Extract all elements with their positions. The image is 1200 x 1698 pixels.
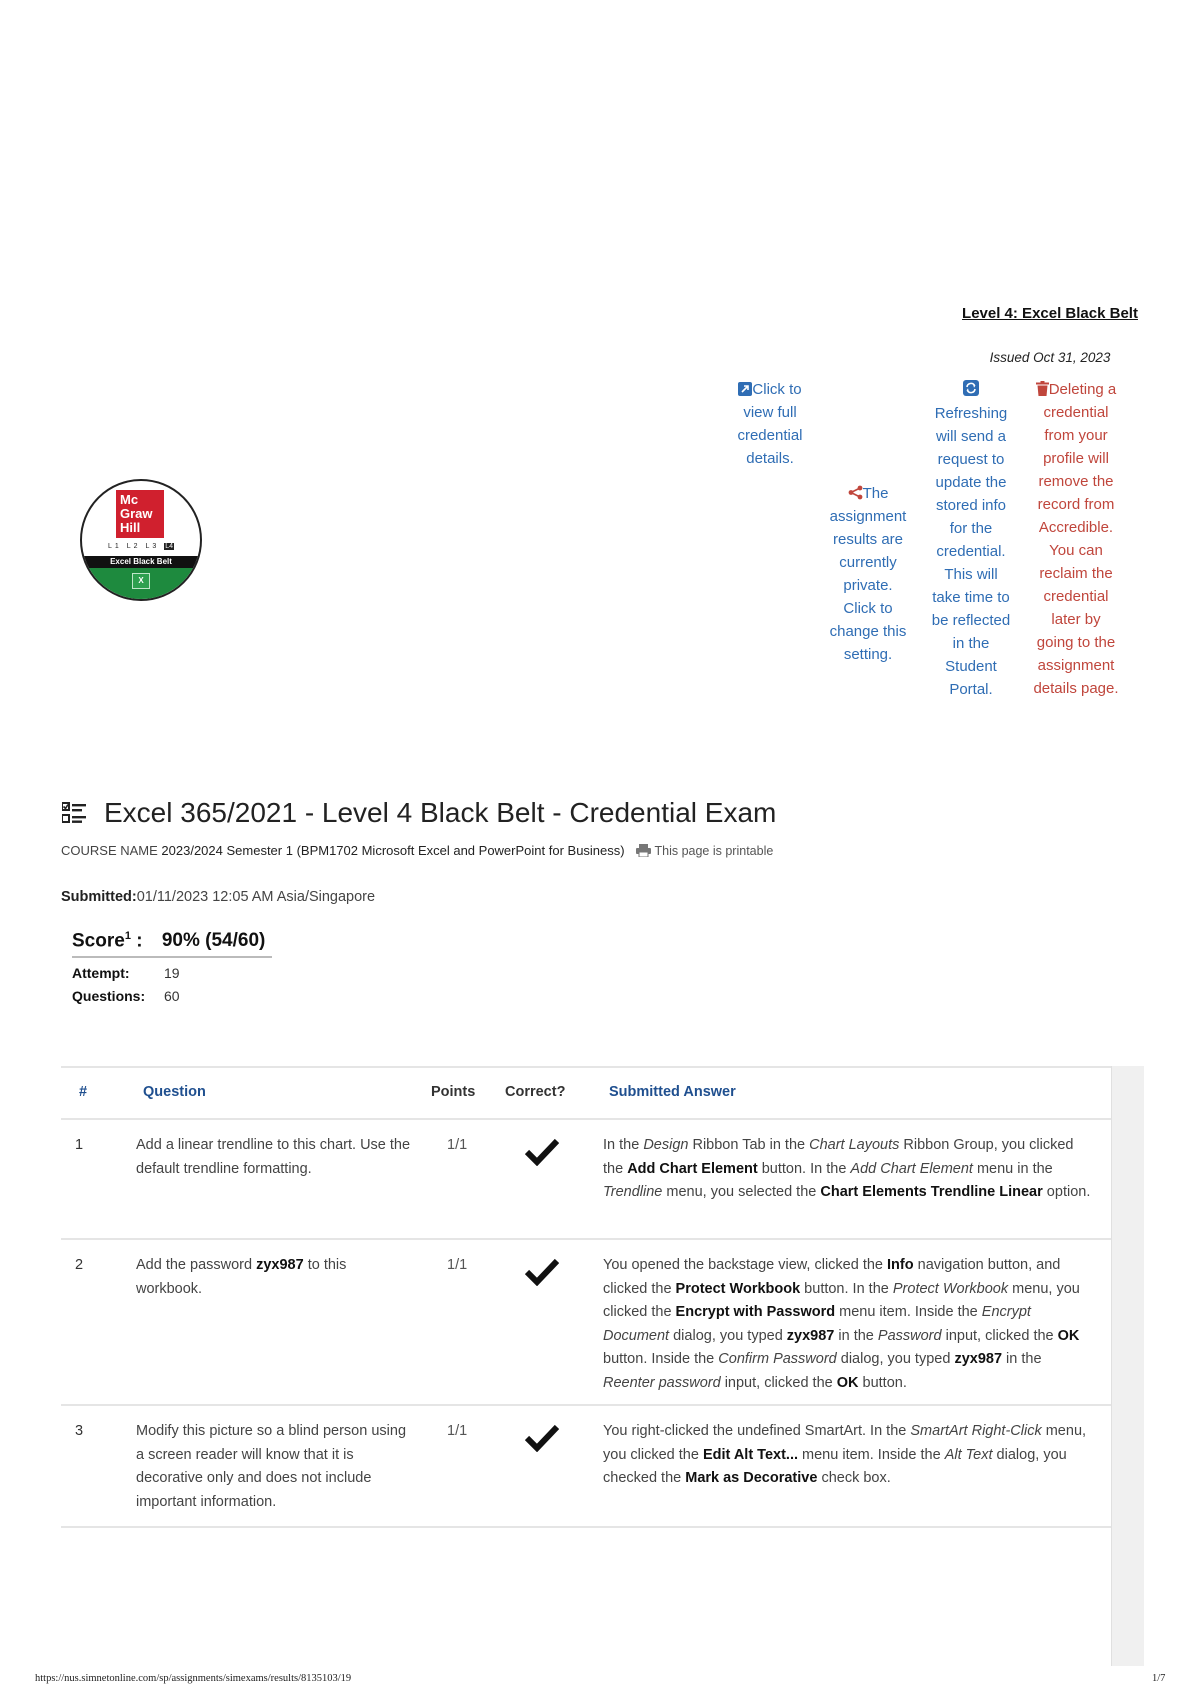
mcgraw-hill-logo: Mc Graw Hill: [116, 490, 164, 538]
excel-app-icon: X: [132, 573, 150, 589]
refresh-credential-link[interactable]: [930, 378, 1012, 701]
submitted-value: 01/11/2023 12:05 AM Asia/Singapore: [136, 889, 376, 905]
submitted-answer: In the Design Ribbon Tab in the Chart Layouts Ribbon Group, you clicked the Add Chart Element button. In the Add Chart Element menu in the Trendline menu, you selected the Chart Elements Trendline Linear option.: [603, 1137, 1091, 1200]
checkmark-icon: [525, 1424, 559, 1452]
question-text: Add a linear trendline to this chart. Use the default trendline formatting.: [136, 1137, 411, 1177]
checkmark-icon: [525, 1258, 559, 1286]
row-number: 2: [75, 1257, 84, 1273]
points-value: 1/1: [447, 1423, 468, 1439]
refresh-icon: [963, 380, 979, 396]
submitted-answer: You right-clicked the undefined SmartArt. In the SmartArt Right-Click menu, you clicked the Edit Alt Text... menu item. Inside the Alt Text dialog, you checked the Mark as Decorative check box.: [603, 1423, 1087, 1486]
badge-levels: L1 L2 L3 L4: [107, 543, 174, 550]
score-value: 90% (54/60): [161, 930, 266, 952]
course-name: 2023/2024 Semester 1 (BPM1702 Microsoft Excel and PowerPoint for Business): [161, 843, 625, 858]
trash-icon: [1036, 381, 1049, 396]
header-submitted-answer[interactable]: Submitted Answer: [609, 1084, 736, 1100]
vertical-scrollbar[interactable]: [1111, 1066, 1144, 1666]
refresh-text: Refreshing will send a request to update the stored info for the credential. This will take time to be reflected in the Student Portal.: [931, 405, 1011, 698]
header-question[interactable]: Question: [143, 1084, 206, 1100]
submitted-label: Submitted:: [61, 889, 137, 905]
row-number: 3: [75, 1423, 84, 1439]
score-summary: [72, 930, 272, 1004]
results-table: [61, 1066, 1111, 1528]
points-value: 1/1: [447, 1137, 468, 1153]
submitted-answer: You opened the backstage view, clicked the Info navigation button, and clicked the Protect Workbook button. In the Protect Workbook menu, you clicked the Encrypt with Password menu item. Inside the Encrypt Document dialog, you typed zyx987 in the Password input, clicked the OK button. Inside the Confirm Password dialog, you typed zyx987 in the Reenter password input, clicked the OK button.: [603, 1257, 1080, 1391]
view-credential-details-link[interactable]: [732, 378, 808, 470]
exam-list-icon: [62, 802, 88, 824]
score-line: Score$^1$ : 90% (54/60): [72, 930, 272, 958]
table-row: [61, 1406, 1111, 1528]
header-points: Points: [431, 1084, 476, 1100]
page-title: Excel 365/2021 - Level 4 Black Belt - Credential Exam: [104, 797, 777, 828]
header-number: #: [79, 1084, 88, 1100]
delete-text: Deleting a credential from your profile will remove the record from Accredible. You can reclaim the credential later by going to the assignment details page.: [1033, 381, 1119, 697]
print-link[interactable]: [636, 844, 773, 858]
delete-credential-link[interactable]: [1032, 378, 1120, 700]
share-icon: [848, 485, 863, 500]
submitted-info: [61, 889, 375, 905]
points-value: 1/1: [447, 1257, 468, 1273]
credential-badge: [80, 479, 202, 601]
badge-green-band: [82, 568, 200, 599]
privacy-text: The assignment results are currently private. Click to change this setting.: [829, 485, 907, 663]
course-label: COURSE NAME: [61, 843, 158, 858]
footer-url: https://nus.simnetonline.com/sp/assignments/simexams/results/8135103/19: [35, 1673, 352, 1684]
credential-issued-date: Issued Oct 31, 2023: [989, 350, 1111, 365]
question-text: Modify this picture so a blind person using a screen reader will know that it is decorative only and does not include important information.: [136, 1423, 407, 1510]
table-row: [61, 1240, 1111, 1406]
row-number: 1: [75, 1137, 84, 1153]
printable-text: This page is printable: [654, 844, 774, 858]
printer-icon: [636, 844, 651, 857]
badge-label: Excel Black Belt: [82, 556, 200, 568]
header-correct: Correct?: [505, 1084, 566, 1100]
footer-page-number: 1/7: [1152, 1673, 1166, 1684]
credential-title-link[interactable]: Level 4: Excel Black Belt: [962, 305, 1138, 322]
questions-row: Questions: 60: [72, 988, 180, 1005]
view-details-text: Click to view full credential details.: [737, 381, 803, 467]
attempt-row: Attempt: 19: [72, 965, 180, 982]
question-text: Add the password zyx987 to this workbook.: [136, 1257, 347, 1297]
privacy-toggle-link[interactable]: [826, 482, 910, 666]
course-info: [61, 843, 773, 858]
external-link-icon: [738, 382, 752, 396]
checkmark-icon: [525, 1138, 559, 1166]
table-header: [61, 1066, 1111, 1120]
table-row: [61, 1120, 1111, 1240]
